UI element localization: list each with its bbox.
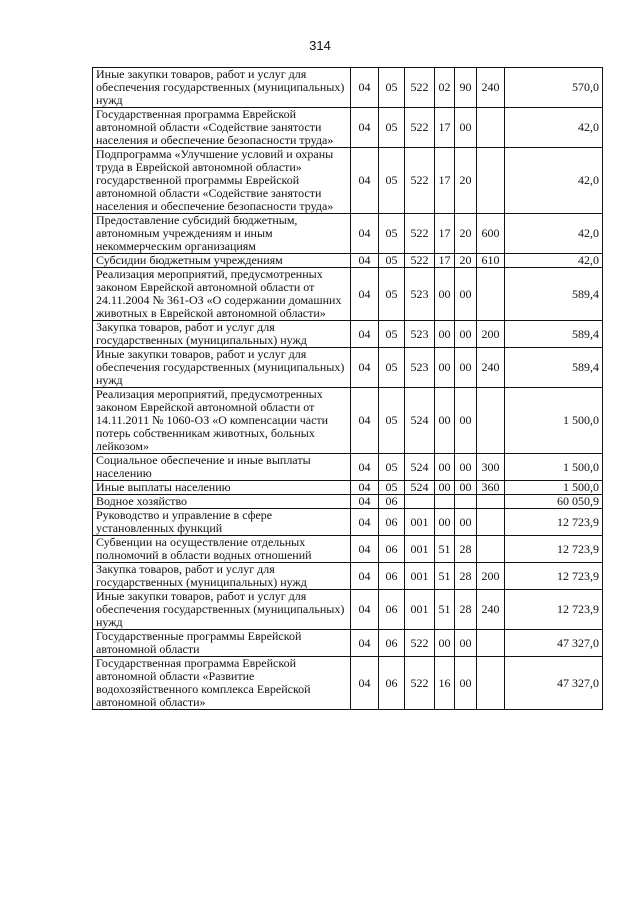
row-target-code: 001 [405,590,435,630]
row-section: 04 [351,481,379,495]
row-amount: 1 500,0 [505,481,603,495]
row-subsection: 06 [379,536,405,563]
row-subsection: 05 [379,254,405,268]
page-number: 314 [309,38,331,53]
row-amount: 60 050,9 [505,495,603,509]
row-name: Закупка товаров, работ и услуг для государственных (муниципальных) нужд [93,563,351,590]
row-name: Руководство и управление в сфере установленных функций [93,509,351,536]
row-section: 04 [351,454,379,481]
row-program-code: 00 [435,454,455,481]
row-program-code: 17 [435,148,455,214]
row-element-code: 00 [455,481,477,495]
row-section: 04 [351,495,379,509]
row-amount: 589,4 [505,268,603,321]
row-section: 04 [351,388,379,454]
row-program-code: 51 [435,563,455,590]
row-element-code: 00 [455,509,477,536]
table-row [93,657,603,710]
row-program-code: 51 [435,590,455,630]
row-name: Иные выплаты населению [93,481,351,495]
row-amount: 47 327,0 [505,657,603,710]
row-target-code: 523 [405,348,435,388]
row-expense-type [477,268,505,321]
row-amount: 42,0 [505,254,603,268]
row-section: 04 [351,536,379,563]
row-target-code: 522 [405,148,435,214]
table-row [93,481,603,495]
table-row [93,563,603,590]
table-row [93,388,603,454]
table-row [93,348,603,388]
row-element-code: 28 [455,536,477,563]
row-program-code: 17 [435,254,455,268]
row-amount: 12 723,9 [505,590,603,630]
table-row [93,254,603,268]
row-expense-type [477,657,505,710]
row-name: Иные закупки товаров, работ и услуг для обеспечения государственных (муниципальных) нужд [93,68,351,108]
row-program-code [435,495,455,509]
row-element-code: 00 [455,108,477,148]
row-subsection: 05 [379,214,405,254]
row-subsection: 05 [379,268,405,321]
budget-table [92,67,603,710]
row-expense-type [477,388,505,454]
row-target-code: 524 [405,388,435,454]
row-amount: 570,0 [505,68,603,108]
row-name: Реализация мероприятий, предусмотренных законом Еврейской автономной области от 14.11.2011 № 1060-ОЗ «О компенсации части потерь собственникам животных, больных лейкозом» [93,388,351,454]
row-expense-type [477,108,505,148]
table-row [93,148,603,214]
row-program-code: 00 [435,481,455,495]
row-subsection: 05 [379,388,405,454]
row-element-code: 28 [455,563,477,590]
row-amount: 12 723,9 [505,563,603,590]
row-element-code [455,495,477,509]
row-name: Субсидии бюджетным учреждениям [93,254,351,268]
row-name: Государственная программа Еврейской автономной области «Содействие занятости населения и обеспечение безопасности труда» [93,108,351,148]
row-name: Иные закупки товаров, работ и услуг для обеспечения государственных (муниципальных) нужд [93,348,351,388]
row-name: Государственная программа Еврейской автономной области «Развитие водохозяйственного комплекса Еврейской автономной области» [93,657,351,710]
row-amount: 47 327,0 [505,630,603,657]
row-program-code: 00 [435,348,455,388]
row-program-code: 02 [435,68,455,108]
row-name: Реализация мероприятий, предусмотренных законом Еврейской автономной области от 24.11.2004 № 361-ОЗ «О содержании домашних животных в Еврейской автономной области» [93,268,351,321]
row-element-code: 00 [455,268,477,321]
row-name: Иные закупки товаров, работ и услуг для обеспечения государственных (муниципальных) нужд [93,590,351,630]
row-program-code: 17 [435,108,455,148]
row-element-code: 00 [455,388,477,454]
table-row [93,68,603,108]
row-element-code: 20 [455,148,477,214]
row-subsection: 05 [379,348,405,388]
row-target-code: 001 [405,536,435,563]
row-amount: 12 723,9 [505,509,603,536]
table-row [93,321,603,348]
row-section: 04 [351,590,379,630]
row-program-code: 51 [435,536,455,563]
row-amount: 589,4 [505,321,603,348]
row-expense-type: 360 [477,481,505,495]
row-element-code: 00 [455,657,477,710]
row-section: 04 [351,68,379,108]
row-subsection: 06 [379,495,405,509]
row-expense-type: 240 [477,348,505,388]
row-target-code: 522 [405,108,435,148]
row-amount: 42,0 [505,108,603,148]
row-subsection: 06 [379,563,405,590]
row-subsection: 05 [379,321,405,348]
row-program-code: 00 [435,388,455,454]
row-amount: 1 500,0 [505,388,603,454]
row-expense-type: 200 [477,563,505,590]
row-target-code: 522 [405,630,435,657]
row-subsection: 05 [379,108,405,148]
row-expense-type [477,148,505,214]
row-amount: 589,4 [505,348,603,388]
row-section: 04 [351,657,379,710]
row-target-code: 522 [405,254,435,268]
row-program-code: 00 [435,509,455,536]
row-program-code: 00 [435,268,455,321]
row-name: Субвенции на осуществление отдельных полномочий в области водных отношений [93,536,351,563]
row-target-code: 524 [405,481,435,495]
table-row [93,268,603,321]
row-section: 04 [351,108,379,148]
row-section: 04 [351,268,379,321]
row-expense-type [477,509,505,536]
row-expense-type: 300 [477,454,505,481]
row-name: Государственные программы Еврейской автономной области [93,630,351,657]
row-amount: 1 500,0 [505,454,603,481]
table-row [93,590,603,630]
row-element-code: 20 [455,214,477,254]
row-expense-type: 610 [477,254,505,268]
row-target-code: 523 [405,268,435,321]
row-section: 04 [351,148,379,214]
row-target-code: 522 [405,657,435,710]
row-subsection: 06 [379,590,405,630]
row-section: 04 [351,214,379,254]
table-row [93,454,603,481]
row-subsection: 06 [379,509,405,536]
table-row [93,630,603,657]
row-program-code: 00 [435,630,455,657]
row-expense-type: 200 [477,321,505,348]
row-expense-type [477,630,505,657]
row-name: Закупка товаров, работ и услуг для государственных (муниципальных) нужд [93,321,351,348]
row-element-code: 00 [455,454,477,481]
row-subsection: 05 [379,454,405,481]
row-amount: 42,0 [505,214,603,254]
row-target-code: 001 [405,563,435,590]
row-target-code [405,495,435,509]
row-expense-type: 240 [477,68,505,108]
row-program-code: 16 [435,657,455,710]
row-expense-type [477,536,505,563]
row-element-code: 28 [455,590,477,630]
row-program-code: 00 [435,321,455,348]
row-section: 04 [351,630,379,657]
table-row [93,214,603,254]
row-element-code: 00 [455,348,477,388]
table-row [93,536,603,563]
row-name: Подпрограмма «Улучшение условий и охраны труда в Еврейской автономной области» государственной программы Еврейской автономной области «Содействие занятости населения и обеспечение безопасности труда» [93,148,351,214]
row-expense-type [477,495,505,509]
row-name: Предоставление субсидий бюджетным, автономным учреждениям и иным некоммерческим организациям [93,214,351,254]
row-subsection: 05 [379,68,405,108]
row-element-code: 90 [455,68,477,108]
row-section: 04 [351,321,379,348]
row-section: 04 [351,563,379,590]
table-row [93,108,603,148]
row-section: 04 [351,254,379,268]
table-row [93,509,603,536]
row-amount: 42,0 [505,148,603,214]
row-expense-type: 600 [477,214,505,254]
row-target-code: 522 [405,68,435,108]
row-target-code: 001 [405,509,435,536]
row-subsection: 06 [379,657,405,710]
row-subsection: 05 [379,481,405,495]
row-target-code: 524 [405,454,435,481]
row-element-code: 20 [455,254,477,268]
row-name: Социальное обеспечение и иные выплаты населению [93,454,351,481]
table-row [93,495,603,509]
row-section: 04 [351,348,379,388]
row-section: 04 [351,509,379,536]
row-target-code: 522 [405,214,435,254]
row-subsection: 05 [379,148,405,214]
row-name: Водное хозяйство [93,495,351,509]
row-amount: 12 723,9 [505,536,603,563]
row-subsection: 06 [379,630,405,657]
row-element-code: 00 [455,630,477,657]
row-program-code: 17 [435,214,455,254]
row-target-code: 523 [405,321,435,348]
row-element-code: 00 [455,321,477,348]
row-expense-type: 240 [477,590,505,630]
